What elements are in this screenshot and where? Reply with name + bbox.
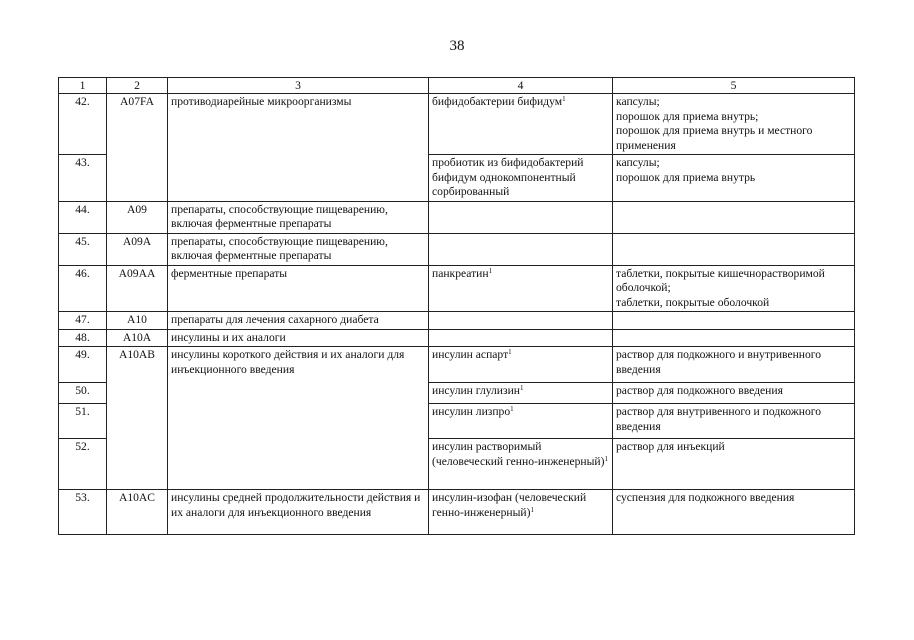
header-col-1: 1 — [59, 78, 107, 94]
group-name: противодиарейные микроорганизмы — [168, 94, 429, 202]
row-number: 52. — [59, 439, 107, 490]
table-row — [59, 94, 855, 155]
atc-code: A09 — [107, 201, 168, 233]
table-row — [59, 201, 855, 233]
header-row — [59, 78, 855, 94]
table-row — [59, 347, 855, 383]
drug-name: панкреатин$^1$ — [429, 265, 613, 312]
dosage-form: раствор для внутривенного и подкожного введения — [613, 404, 855, 439]
footnote-mark: 1 — [488, 266, 493, 275]
dosage-form: раствор для инъекций — [613, 439, 855, 490]
dosage-form: раствор для подкожного и внутривенного введения — [613, 347, 855, 383]
row-number: 42. — [59, 94, 107, 155]
atc-code: A10A — [107, 329, 168, 347]
drug-name — [429, 329, 613, 347]
drug-name: бифидобактерии бифидум$^1$ — [429, 94, 613, 155]
table-row — [59, 312, 855, 330]
footnote-mark: 1 — [520, 384, 524, 392]
drug-name — [429, 201, 613, 233]
atc-code: A10AC — [107, 490, 168, 535]
dosage-form — [613, 329, 855, 347]
table-row — [59, 265, 855, 312]
drug-name — [429, 233, 613, 265]
table-row — [59, 490, 855, 535]
dosage-form: капсулы; порошок для приема внутрь — [613, 155, 855, 202]
drug-name: пробиотик из бифидобактерий бифидум однокомпонентный сорбированный — [429, 155, 613, 202]
header-col-4: 4 — [429, 78, 613, 94]
group-name: инсулины средней продолжительности действия и их аналоги для инъекционного введения — [168, 490, 429, 535]
group-name: препараты для лечения сахарного диабета — [168, 312, 429, 330]
dosage-form: раствор для подкожного введения — [613, 383, 855, 404]
page-number: 38 — [449, 38, 465, 54]
atc-code: A09AA — [107, 265, 168, 312]
atc-code: A10 — [107, 312, 168, 330]
row-number: 48. — [59, 329, 107, 347]
row-number: 53. — [59, 490, 107, 535]
atc-code: A07FA — [107, 94, 168, 202]
drug-name: инсулин аспарт$^1$ — [429, 347, 613, 383]
dosage-form — [613, 233, 855, 265]
dosage-form — [613, 201, 855, 233]
drug-name — [429, 312, 613, 330]
header-col-3: 3 — [168, 78, 429, 94]
row-number: 44. — [59, 201, 107, 233]
atc-code: A09A — [107, 233, 168, 265]
table-row — [59, 329, 855, 347]
dosage-form: суспензия для подкожного введения — [613, 490, 855, 535]
drug-name: инсулин глулизин$^1$ — [429, 383, 613, 404]
drug-name: инсулин-изофан (человеческий генно-инженерный)$^1$ — [429, 490, 613, 535]
drug-name: инсулин растворимый (человеческий генно-инженерный)$^1$ — [429, 439, 613, 490]
row-number: 49. — [59, 347, 107, 383]
footnote-mark: 1 — [562, 95, 566, 103]
row-number: 47. — [59, 312, 107, 330]
dosage-form: таблетки, покрытые кишечнорастворимой оболочкой; таблетки, покрытые оболочкой — [613, 265, 855, 312]
header-col-2: 2 — [107, 78, 168, 94]
drug-name: инсулин лизпро$^1$ — [429, 404, 613, 439]
row-number: 51. — [59, 404, 107, 439]
dosage-form: капсулы; порошок для приема внутрь; порошок для приема внутрь и местного применения — [613, 94, 855, 155]
group-name: препараты, способствующие пищеварению, включая ферментные препараты — [168, 201, 429, 233]
footnote-mark: 1 — [530, 505, 534, 514]
atc-code: A10AB — [107, 347, 168, 490]
dosage-form — [613, 312, 855, 330]
row-number: 50. — [59, 383, 107, 404]
footnote-mark: 1 — [510, 405, 514, 413]
group-name: инсулины короткого действия и их аналоги для инъекционного введения — [168, 347, 429, 490]
footnote-mark: 1 — [508, 348, 512, 356]
table-row — [59, 233, 855, 265]
header-col-5: 5 — [613, 78, 855, 94]
group-name: препараты, способствующие пищеварению, включая ферментные препараты — [168, 233, 429, 265]
row-number: 45. — [59, 233, 107, 265]
row-number: 46. — [59, 265, 107, 312]
group-name: ферментные препараты — [168, 265, 429, 312]
footnote-mark: 1 — [604, 454, 608, 463]
drug-table — [58, 77, 855, 535]
row-number: 43. — [59, 155, 107, 202]
group-name: инсулины и их аналоги — [168, 329, 429, 347]
